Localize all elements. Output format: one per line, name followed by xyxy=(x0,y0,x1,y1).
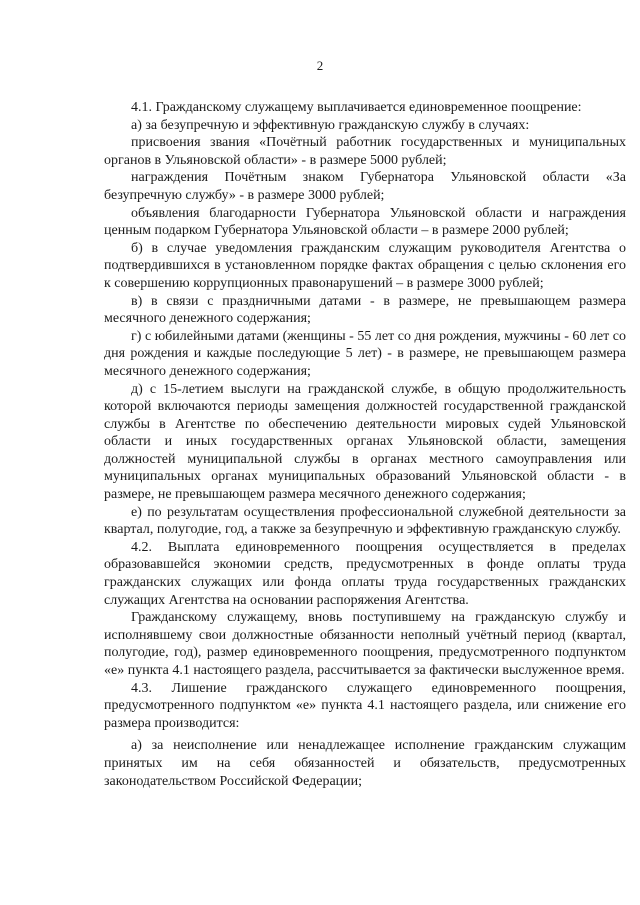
paragraph-4-1-d: д) с 15-летием выслуги на гражданской службе, в общую продолжительность которой включаются периоды замещения должностей государственной гражданской службы в Агентстве по обеспечению деятельности мировых судей Ульяновской области и иных государственных органах Ульяновской области, замещения должностей муниципальной службы в органах местного самоуправления или муниципальных органах муниципальных образований Ульяновской области - в размере, не превышающем размера месячного денежного содержания; xyxy=(104,381,626,503)
paragraph-4-1-g: г) с юбилейными датами (женщины - 55 лет со дня рождения, мужчины - 60 лет со дня рождения и каждые последующие 5 лет) - в размере, не превышающем размера месячного денежного содержания; xyxy=(104,328,626,379)
paragraph-4-2: 4.2. Выплата единовременного поощрения осуществляется в пределах образовавшейся экономии средств, предусмотренных в фонде оплаты труда гражданских служащих или фонда оплаты труда государственных гражданских служащих Агентства на основании распоряжения Агентства. xyxy=(104,539,626,608)
document-body xyxy=(104,99,626,790)
paragraph-4-1-a-title: присвоения звания «Почётный работник государственных и муниципальных органов в Ульяновской области» - в размере 5000 рублей; xyxy=(104,135,626,168)
paragraph-4-1-a: а) за безупречную и эффективную гражданскую службу в случаях: xyxy=(131,117,530,133)
paragraph-4-1-a-gratitude: объявления благодарности Губернатора Ульяновской области и награждения ценным подарком Губернатора Ульяновской области – в размере 2000 рублей; xyxy=(104,205,626,239)
paragraph-4-1-b: б) в случае уведомления гражданским служащим руководителя Агентства о подтвердившихся в установленном порядке фактах обращения с целью склонения его к совершению коррупционных правонарушений – в размере 3000 рублей; xyxy=(104,240,626,291)
paragraph-4-3-a: а) за неисполнение или ненадлежащее исполнение гражданским служащим принятых им на себя обязанностей и обязательств, предусмотренных законодательством Российской Федерации; xyxy=(104,738,626,789)
paragraph-4-1-e: е) по результатам осуществления профессиональной служебной деятельности за квартал, полугодие, год, а также за безупречную и эффективную гражданскую службу. xyxy=(104,504,626,538)
paragraph-4-3: 4.3. Лишение гражданского служащего единовременного поощрения, предусмотренного подпунктом «е» пункта 4.1 настоящего раздела, или снижение его размера производится: xyxy=(104,680,626,731)
paragraph-4-1-v: в) в связи с праздничными датами - в размере, не превышающем размера месячного денежного содержания; xyxy=(104,293,626,327)
paragraph-4-2-new-employee: Гражданскому служащему, вновь поступившему на гражданскую службу и исполнявшему свои должностные обязанности неполный учётный период (квартал, полугодие, год), размер единовременного поощрения, предусмотренного подпунктом «е» пункта 4.1 настоящего раздела, рассчитывается за фактически выслуженное время. xyxy=(104,610,626,678)
paragraph-4-1-a-badge: награждения Почётным знаком Губернатора Ульяновской области «За безупречную службу» - в размере 3000 рублей; xyxy=(104,170,626,203)
paragraph-4-1-heading: 4.1. Гражданскому служащему выплачивается единовременное поощрение: xyxy=(131,100,582,115)
page-number: 2 xyxy=(316,58,324,73)
